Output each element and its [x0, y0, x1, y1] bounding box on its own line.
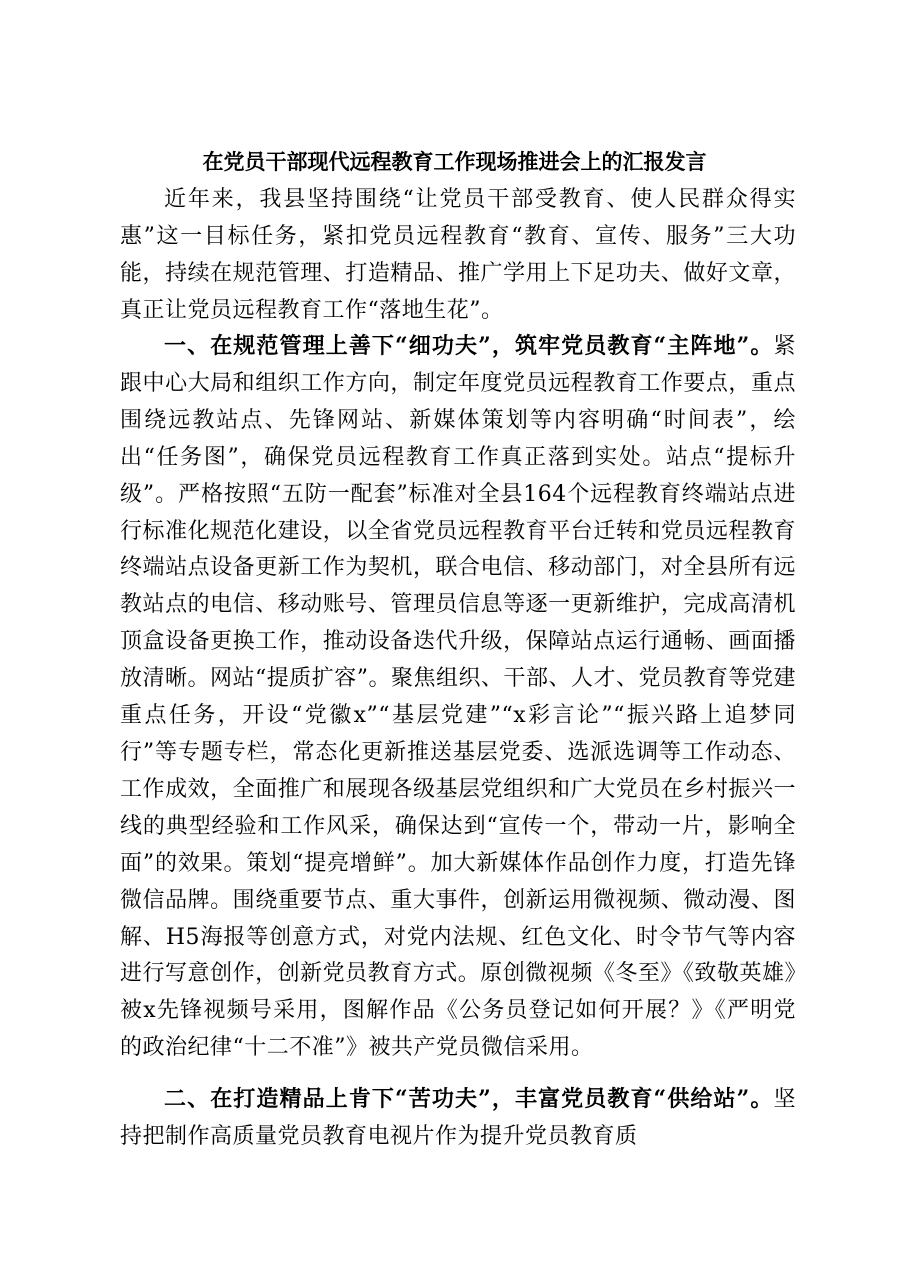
section-1-text: 紧跟中心大局和组织工作方向，制定年度党员远程教育工作要点，重点围绕远教站点、先锋网站、新媒体策划等内容明确“时间表”，绘出“任务图”，确保党员远程教育工作真正落到实处。站点“提标升级”。严格按照“五防一配套”标准对全县164个远程教育终端站点进行标准化规范化建设，以全省党员远程教育平台迁转和党员远程教育终端站点设备更新工作为契机，联合电信、移动部门，对全县所有远教站点的电信、移动账号、管理员信息等逐一更新维护，完成高清机顶盒设备更换工作，推动设备迭代升级，保障站点运行通畅、画面播放清晰。网站“提质扩容”。聚焦组织、干部、人才、党员教育等党建重点任务，开设“党徽x”“基层党建”“x彩言论”“振兴路上追梦同行”等专题专栏，常态化更新推送基层党委、选派选调等工作动态、工作成效，全面推广和展现各级基层党组织和广大党员在乡村振兴一线的典型经验和工作风采，确保达到“宣传一个，带动一片，影响全面”的效果。策划“提亮增鲜”。加大新媒体作品创作力度，打造先锋微信品牌。围绕重要节点、重大事件，创新运用微视频、微动漫、图解、H5海报等创意方式，对党内法规、红色文化、时令节气等内容进行写意创作，创新党员教育方式。原创微视频《冬至》《致敬英雄》被x先锋视频号采用，图解作品《公务员登记如何开展？》《严明党的政治纪律“十二不准”》被共产党员微信采用。: [120, 334, 796, 1061]
section-2-text: 坚持把制作高质量党员教育电视片作为提升党员教育质: [120, 1087, 796, 1149]
document-title: 在党员干部现代远程教育工作现场推进会上的汇报发言: [202, 149, 707, 174]
paragraph-intro-text: 近年来，我县坚持围绕“让党员干部受教育、使人民群众得实惠”这一目标任务，紧扣党员远程教育“教育、宣传、服务”三大功能，持续在规范管理、打造精品、推广学用上下足功夫、做好文章，真正让党员远程教育工作“落地生花”。: [120, 187, 796, 323]
section-1-heading: 一、在规范管理上善下“细功夫”，筑牢党员教育“主阵地”。: [164, 333, 774, 359]
paragraph-section-2: [120, 1081, 796, 1156]
section-2-heading: 二、在打造精品上肯下“苦功夫”，丰富党员教育“供给站”。: [164, 1086, 774, 1112]
paragraph-section-1: [120, 328, 796, 1067]
paragraph-intro: [120, 182, 796, 330]
